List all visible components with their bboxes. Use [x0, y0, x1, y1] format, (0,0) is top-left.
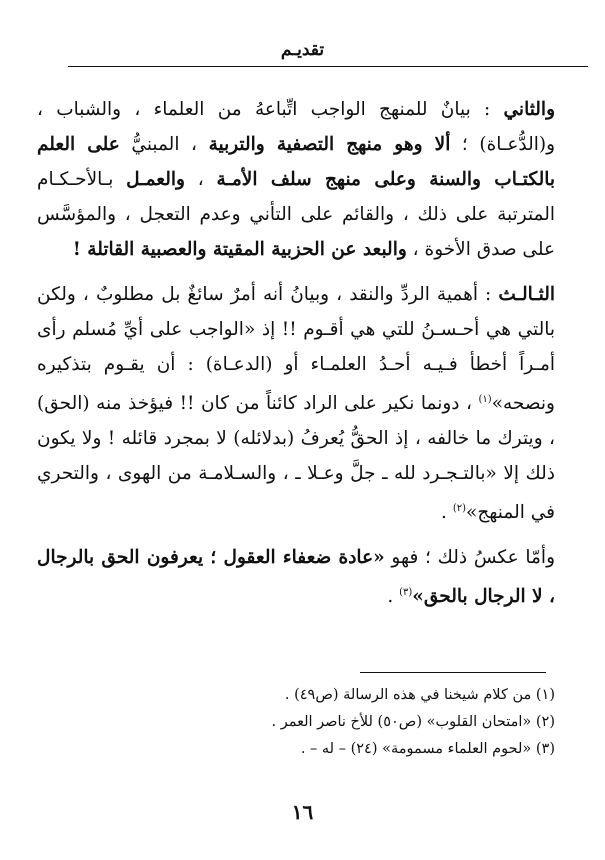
footnote-separator — [360, 672, 546, 673]
text-run: ، المبنيُّ — [119, 134, 209, 155]
bold-run: على العلم بالكتـاب والسنة وعلى منهج سلف الأمـة — [37, 134, 555, 190]
text-run: : أهمية الردِّ والنقد ، وبيانُ أنه أمرٌ سائغٌ بل مطلوبٌ ، ولكن بالتي هي أحـسـنُ للتي هي أقـوم !! إذ «الواجب على أيِّ مُسلم رأى أمـراً أخطأ فـيـه أحـدُ العلمـاء أو (الدعـاة) : أن يقـوم بتذكيره ونصحه» — [37, 284, 555, 415]
footnotes — [35, 682, 555, 763]
text-run: ، — [184, 169, 217, 190]
paragraph-lead: والثاني — [503, 99, 555, 120]
paragraph-third-point — [37, 277, 555, 530]
footnote-item: (٣) «لحوم العلماء مسمومة» (٢٤) – له – . — [300, 741, 555, 757]
paragraph-lead: الثـالـث — [498, 284, 555, 305]
text-run: ، دونما نكير على الراد كائناً من كان !! فيؤخذ منه (الحق) ، ويترك ما خالفه ، إذ الحقُّ يُعرفُ (بدلائله) لا بمجرد قائله ! ولا يكون ذلك إلا «بالتـجـرد لله ـ جلَّ وعـلا ـ ، والسـلامـة من الهوى ، والتحري في المنهج» — [37, 393, 555, 524]
text-run: . — [441, 502, 453, 524]
footnote-item: (١) من كلام شيخنا في هذه الرسالة (ص٤٩) . — [284, 687, 555, 703]
paragraph-second-point — [37, 92, 555, 267]
footnote-item: (٢) «امتحان القلوب» (ص٥٠) للأخ ناصر العمر . — [271, 714, 555, 730]
bold-run: والبعد عن الحزبية المقيتة والعصبية القاتلة ! — [72, 239, 407, 260]
bold-run: والعمـل — [126, 169, 185, 190]
paragraph-conclusion — [37, 540, 555, 614]
bold-run: «عادة ضعفاء العقول ؛ يعرفون الحق بالرجال ، لا الرجال بالحق» — [37, 547, 555, 608]
footnote-marker[interactable]: (١) — [478, 394, 492, 405]
text-run: وأمّا عكسُ ذلك ؛ فهو — [384, 547, 556, 569]
text-run: : بيانٌ للمنهج الواجب اتِّباعهُ من العلماء ، والشباب ، و(الدُّعـاة) ؛ — [37, 99, 556, 155]
bold-run: ألا وهو منهج التصفية والتربية — [208, 134, 451, 155]
running-header-title: تقديـم — [280, 40, 325, 60]
header-divider — [68, 66, 588, 67]
text-run: . — [387, 586, 400, 608]
text-run: بـالأحـكـام المترتبة على ذلك ، والقائم على التأني وعدم التعجل ، والمؤسَّس على صدق الأخوة ، — [37, 169, 555, 260]
footnote-marker[interactable]: (٣) — [399, 587, 413, 599]
footnote-marker[interactable]: (٢) — [452, 503, 466, 515]
page-number: ١٦ — [291, 800, 314, 824]
body-text — [37, 92, 555, 624]
